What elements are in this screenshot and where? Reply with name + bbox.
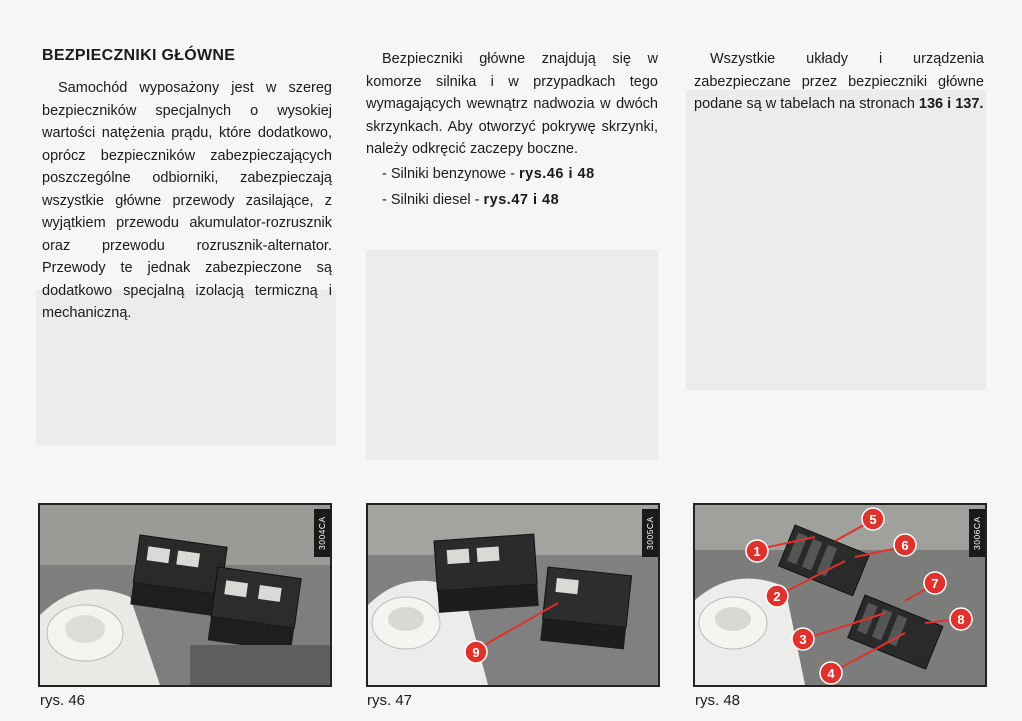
callout-7: 7 xyxy=(931,576,939,591)
engine-bay-illustration xyxy=(695,505,985,685)
figure-reference: rys.47 i 48 xyxy=(483,192,560,208)
column-right xyxy=(694,48,984,116)
callout-4: 4 xyxy=(827,666,835,681)
figure-47-photo xyxy=(366,503,660,687)
figure-code: 3004CA xyxy=(314,509,330,557)
figure-48-photo xyxy=(693,503,987,687)
bleed-through-right xyxy=(686,90,986,390)
callout-3: 3 xyxy=(799,632,807,647)
callout-2: 2 xyxy=(773,589,781,604)
callout-8: 8 xyxy=(957,612,965,627)
column-left xyxy=(42,77,332,325)
figure-reference: rys.46 i 48 xyxy=(519,165,595,182)
intro-paragraph: Samochód wyposażony jest w szereg bezpieczników specjalnych o wysokiej wartości natężenia prądu, które dodatkowo, oprócz bezpieczników zabezpieczających poszczególne odbiorniki, zabezpieczają wszystkie główne przewody zasilające, z wyjątkiem przewodu akumulator-rozrusznik oraz przewodu rozrusznik-alternator. Przewody te jednak zabezpieczone są dodatkowo specjalną izolacją termiczną i mechaniczną. xyxy=(42,80,332,321)
figure-46-caption: rys. 46 xyxy=(40,692,86,709)
figure-47-caption: rys. 47 xyxy=(367,692,413,709)
column-middle xyxy=(366,48,658,216)
figure-code: 3006CA xyxy=(969,509,985,557)
location-paragraph: Bezpieczniki główne znajdują się w komorze silnika i w przypadkach tego wymagających wewnątrz nadwozia w dwóch skrzynkach. Aby otworzyć pokrywę skrzynki, należy odkręcić zaczepy boczne. xyxy=(366,51,658,157)
callout-5: 5 xyxy=(869,512,877,527)
callout-6: 6 xyxy=(901,538,909,553)
engine-bay-illustration xyxy=(368,505,658,685)
bleed-through-middle xyxy=(366,250,658,460)
page-heading: BEZPIECZNIKI GŁÓWNE xyxy=(42,47,236,64)
page-reference: 136 i 137. xyxy=(918,96,984,112)
figure-46-photo xyxy=(38,503,332,687)
figure-code: 3005CA xyxy=(642,509,658,557)
tables-paragraph: Wszystkie układy i urządzenia zabezpieczane przez bezpieczniki główne podane są w tabelach na stronach 136 i 137. xyxy=(694,51,984,112)
callout-1: 1 xyxy=(753,544,761,559)
list-item-diesel: - Silniki diesel - rys.47 i 48 xyxy=(382,192,560,208)
engine-list xyxy=(366,163,658,212)
figure-48-caption: rys. 48 xyxy=(695,692,741,709)
callout-9: 9 xyxy=(472,645,480,660)
list-item-petrol: - Silniki benzynowe - rys.46 i 48 xyxy=(382,165,595,182)
engine-bay-illustration xyxy=(40,505,330,685)
